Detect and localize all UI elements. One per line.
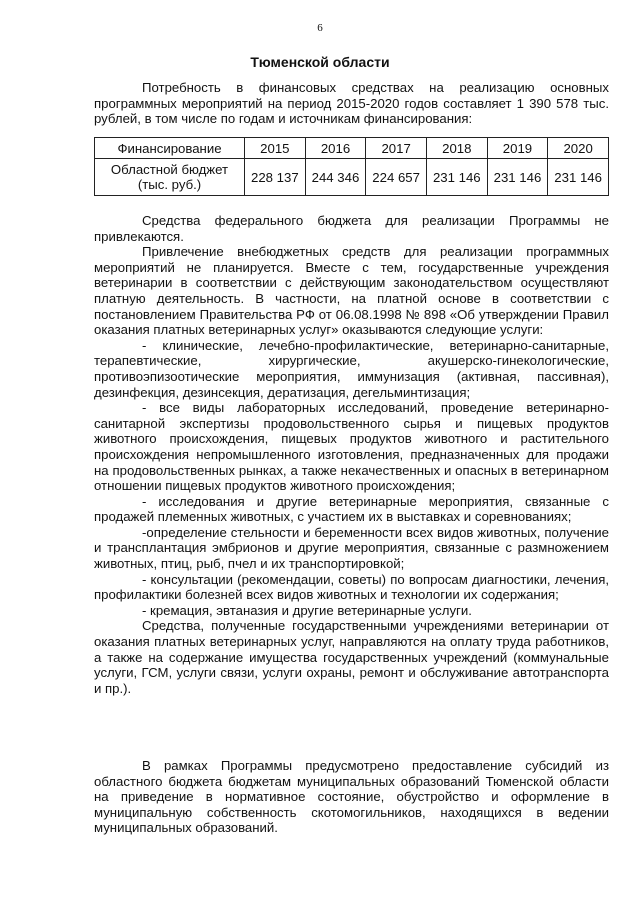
- page-number: 6: [317, 22, 323, 34]
- paragraph-federal-budget: Средства федерального бюджета для реализации Программы не привлекаются.: [94, 213, 609, 244]
- list-item: - кремация, эвтаназия и другие ветеринарные услуги.: [142, 602, 472, 618]
- table-value-cell: 231 146: [548, 159, 609, 196]
- list-item: -определение стельности и беременности всех видов животных, получение и трансплантация эмбрионов и другие мероприятия, связанные с размножением животных, птиц, рыб, пчел и их транспортировкой;: [94, 524, 609, 572]
- financing-table: [94, 137, 609, 196]
- table-value-cell: 244 346: [305, 159, 366, 196]
- body-text: [94, 213, 609, 696]
- table-year-cell: 2018: [426, 138, 487, 159]
- table-year-cell: 2015: [245, 138, 306, 159]
- final-block: [94, 758, 609, 836]
- table-value-cell: 231 146: [426, 159, 487, 196]
- paragraph-subsidies: В рамках Программы предусмотрено предоставление субсидий из областного бюджета бюджетам муниципальных образований Тюменской области на приведение в нормативное состояние, обустройство и оформление в муниципальную собственность скотомогильников, находящихся в ведении муниципальных образований.: [94, 758, 609, 836]
- table-value-cell: 228 137: [245, 159, 306, 196]
- paragraph-paid-services-funds: Средства, полученные государственными учреждениями ветеринарии от оказания платных ветеринарных услуг, направляются на оплату труда работников, а также на содержание имущества государственных учреждений (коммунальные услуги, ГСМ, услуги связи, услуги охраны, ремонт и обслуживание автотранспорта и пр.).: [94, 618, 609, 696]
- list-item: - клинические, лечебно-профилактические, ветеринарно-санитарные, терапевтические, хирургические, акушерско-гинекологические, противоэпизоотические мероприятия, иммунизация (активная, пассивная), дезинфекция, дезинсекция, дератизация, дегельминтизация;: [94, 337, 609, 400]
- table-year-cell: 2019: [487, 138, 548, 159]
- list-item: - консультации (рекомендации, советы) по вопросам диагностики, лечения, профилактики болезней всех видов животных и технологии их содержания;: [94, 571, 609, 603]
- table-header-row: [95, 138, 609, 159]
- row-label-line1: Областной бюджет: [110, 162, 229, 177]
- paragraph-extrabudgetary: Привлечение внебюджетных средств для реализации программных мероприятий не планируется. Вместе с тем, государственные учреждения ветеринарии в соответствии с действующим законодательством осуществляют платную деятельность. В частности, на платной основе в соответствии с постановлением Правительства РФ от 06.08.1998 № 898 «Об утверждении Правил оказания платных ветеринарных услуг» оказываются следующие услуги:: [94, 244, 609, 338]
- table-year-cell: 2020: [548, 138, 609, 159]
- table-value-cell: 224 657: [366, 159, 427, 196]
- list-item: - исследования и другие ветеринарные мероприятия, связанные с продажей племенных животных, с участием их в выставках и соревнованиях;: [94, 493, 609, 525]
- list-item: - все виды лабораторных исследований, проведение ветеринарно-санитарной экспертизы продовольственного сырья и пищевых продуктов животного происхождения, пищевых продуктов животного и растительного происхождения непромышленного изготовления, предназначенных для продажи на продовольственных рынках, а также некачественных и опасных в ветеринарном отношении пищевых продуктов животного происхождения;: [94, 400, 609, 494]
- intro-block: [94, 80, 609, 127]
- table-header-label: Финансирование: [95, 138, 245, 159]
- intro-paragraph: Потребность в финансовых средствах на реализацию основных программных мероприятий на период 2015-2020 годов составляет 1 390 578 тыс. рублей, в том числе по годам и источникам финансирования:: [94, 80, 609, 127]
- table-row-label: [95, 159, 245, 196]
- table-value-cell: 231 146: [487, 159, 548, 196]
- section-heading: Тюменской области: [250, 54, 390, 70]
- table-row: [95, 159, 609, 196]
- table-year-cell: 2016: [305, 138, 366, 159]
- row-label-line2: (тыс. руб.): [137, 177, 202, 192]
- table-year-cell: 2017: [366, 138, 427, 159]
